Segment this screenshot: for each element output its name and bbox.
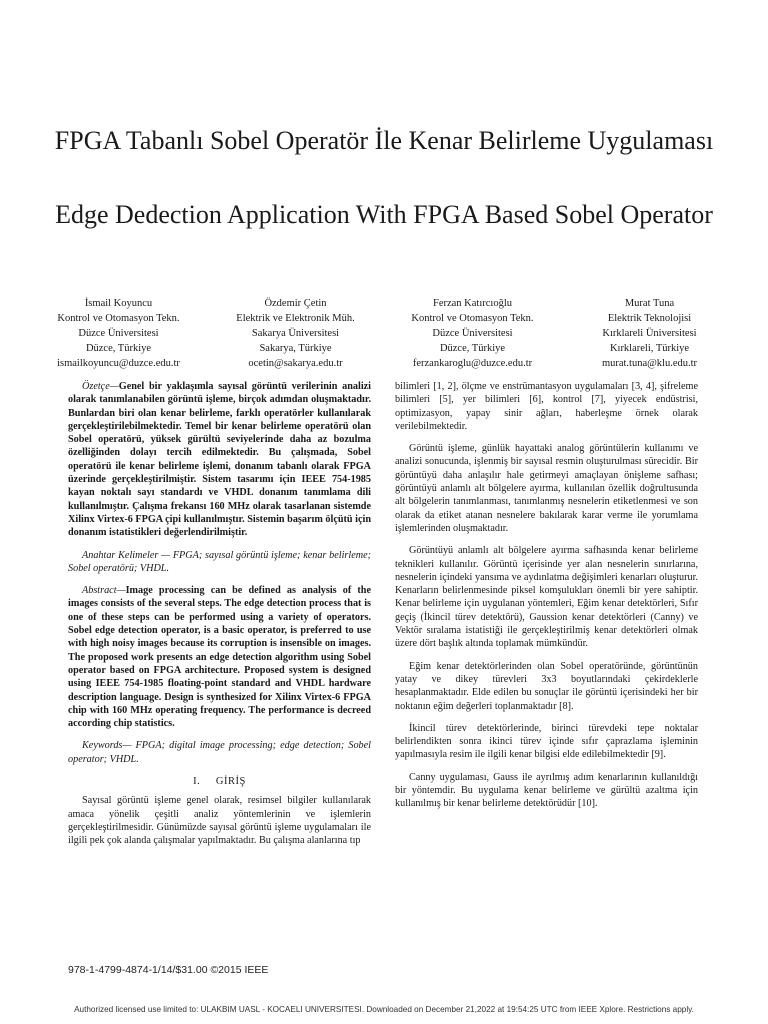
ozetce-lead: Özetçe— <box>82 381 119 392</box>
author-city: Düzce, Türkiye <box>85 343 152 354</box>
author-city: Kırklareli, Türkiye <box>609 343 690 354</box>
body-paragraph: bilimleri [1, 2], ölçme ve enstrümantasyon uygulamaları [3, 4], şifreleme bilimleri [5], yer bilimleri [6], kontrol [7], yiyecek endüstrisi, optimizasyon, yapay sinir ağları, haberleşme örnek olarak verilebilmektedir. <box>395 381 698 432</box>
author-dept: Elektrik Teknolojisi <box>607 313 692 324</box>
author-1 <box>30 296 207 371</box>
abstract-lead: Abstract— <box>82 585 126 597</box>
body-paragraph: İkincil türev detektörlerinde, birinci türevdeki tepe noktalar belirlendikten sonra ikinci türev içinde sıfır çaprazlama işleminin yapılmasıyla resim ile ilgili kenar bilgisi elde edilebilmektedir [9]. <box>395 722 698 761</box>
author-univ: Düzce Üniversitesi <box>78 328 159 339</box>
ozetce-text: Genel bir yaklaşımla sayısal görüntü verilerinin analizi olarak tanımlanabilen görüntü işleme, birçok adımdan oluşmaktadır. Bunlardan biri olan kenar belirleme, farklı operatörler kullanılarak gerçekleştirilebilmektedir. Temel bir kenar belirleme operatörü olan Sobel operatörü, yüksek gürültü seviyelerinde daha az bozulma özelliğinden dolayı tercih edilmektedir. Bu çalışmada, Sobel operatörü ile kenar belirleme işlemi, donanım tabanlı olarak FPGA üzerinde gerçekleştirilmiştir. Sistem tasarımı için IEEE 754-1985 kayan noktalı sayı standardı ve VHDL donanım tanımlama dili kullanılmıştır. Çalışma frekansı 160 MHz olarak tasarlanan sistemde Xilinx Virtex-6 FPGA çipi kullanılmıştır. Sistemin başarım ölçütü için donanım istatistikleri değerlendirilmiştir. <box>68 381 371 539</box>
intro-paragraph: Sayısal görüntü işleme genel olarak, resimsel bilgiler kullanılarak amaca yönelik çeşitli analiz yöntemlerinin ve işlemlerin gerçekleştirilmesidir. Günümüzde sayısal görüntü işleme uygulamaları ile ilgili pek çok alanda çalışmalar yapılmaktadır. Bu çalışma alanlarına tıp <box>68 795 371 847</box>
author-univ: Sakarya Üniversitesi <box>251 328 340 339</box>
abstract-paragraph <box>68 584 371 730</box>
body-paragraph: Eğim kenar detektörlerinden olan Sobel operatöründe, görüntünün yatay ve dikey türevleri 3x3 boyutlarındaki çekirdeklerle hesaplanmaktadır. Elde edilen bu sonuçlar ile görüntü içerisindeki her bir noktanın eğim değerleri toplanmaktadır [8]. <box>395 660 698 712</box>
author-4 <box>561 296 738 371</box>
body-paragraph: Canny uygulaması, Gauss ile ayrılmış adım kenarlarının kullanıldığı bir yöntemdir. Bu uygulama kenar belirleme ve gürültü azaltma için kullanılmış bir kenar belirleme detektörüdür [10]. <box>395 771 698 810</box>
author-email: ferzankaroglu@duzce.edu.tr <box>412 358 533 369</box>
anahtar-kelimeler: Anahtar Kelimeler — FPGA; sayısal görüntü işleme; kenar belirleme; Sobel operatörü; VHDL. <box>68 549 371 574</box>
author-dept: Kontrol ve Otomasyon Tekn. <box>57 313 180 324</box>
keywords-english: Keywords— FPGA; digital image processing; edge detection; Sobel operator; VHDL. <box>68 740 371 765</box>
copyright-line: 978-1-4799-4874-1/14/$31.00 ©2015 IEEE <box>68 964 269 976</box>
body-paragraph: Görüntü işleme, günlük hayattaki analog görüntülerin kullanımı ve analizi sonucunda, işlenmiş bir sayısal resmin oluşturulması sürecidir. Bir görüntüyü daha anlaşılır hale getirmeyi amaçlayan önişleme safhası; görüntüyü anlamlı alt bölgelere ayırma, kullanılan özellik doğrultusunda alt bölgelerin tanımlanması, tanımlanmış nesnelerin etiketlenmesi ve son olarak da etiket atanan nesnelere bakılarak karar verme ile yorumlama işlemlerinden oluşmaktadır. <box>395 443 698 534</box>
body-paragraph: Görüntüyü anlamlı alt bölgelere ayırma safhasında kenar belirleme teknikleri kullanılır. Görüntü içerisinde yer alan nesnelerin sınırlarına, nesnelerin içindeki yansıma ve aydınlatma değişimleri kenarları oluşturur. Kenarların belirlenmesinde piksel komşulukları önemli bir yere sahiptir. Kenar belirleme için uygulanan yöntemleri, Eğim kenar detektörleri, Sıfır geçiş (İkincil türev detektörü), Gaussion kenar detektörleri (Canny) ve Vektör sıralama istatistiği ile gerçekleştirilmiş kenar detektörleri olmak üzere dört başlık altında toplamak mümkündür. <box>395 545 698 650</box>
title-english: Edge Dedection Application With FPGA Based Sobel Operator <box>55 200 713 229</box>
section-number: I. <box>193 776 201 788</box>
section-title: GİRİŞ <box>215 776 246 788</box>
author-dept: Kontrol ve Otomasyon Tekn. <box>411 313 534 324</box>
author-name: Murat Tuna <box>624 298 675 309</box>
authors-block <box>30 296 738 371</box>
author-univ: Kırklareli Üniversitesi <box>602 328 697 339</box>
right-column <box>395 380 698 820</box>
left-column <box>68 380 371 857</box>
author-email: ismailkoyuncu@duzce.edu.tr <box>57 358 180 369</box>
author-3 <box>384 296 561 371</box>
section-heading-giris <box>68 775 371 788</box>
author-univ: Düzce Üniversitesi <box>432 328 513 339</box>
abstract-text: Image processing can be defined as analysis of the images consists of the several steps. The edge detection process that is one of these steps can be performed using a variety of operators. Sobel edge detection operator, is a basic operator, is preferred to use with high noisy images because its corruption is insensible on images. The proposed work presents an edge detection algorithm using Sobel operator based on FPGA architecture. Proposed system is designed using IEEE 754-1985 floating-point standard and VHDL hardware description language. Design is synthesized for Xilinx Virtex-6 FPGA chip with 160 MHz operating frequency. The performance is decreed according chip statistics. <box>68 585 371 730</box>
author-name: İsmail Koyuncu <box>84 298 153 309</box>
author-2 <box>207 296 384 371</box>
ozetce-paragraph <box>68 380 371 540</box>
license-footer: Authorized licensed use limited to: ULAKBIM UASL - KOCAELI UNIVERSITESI. Downloaded on December 21,2022 at 19:54:25 UTC from IEEE Xplore. Restrictions apply. <box>74 1005 694 1014</box>
author-name: Özdemir Çetin <box>264 298 327 309</box>
author-dept: Elektrik ve Elektronik Müh. <box>236 313 355 324</box>
author-city: Sakarya, Türkiye <box>259 343 332 354</box>
title-turkish: FPGA Tabanlı Sobel Operatör İle Kenar Belirleme Uygulaması <box>54 126 714 155</box>
author-email: murat.tuna@klu.edu.tr <box>601 358 698 369</box>
author-city: Düzce, Türkiye <box>439 343 506 354</box>
author-name: Ferzan Katırcıoğlu <box>432 298 512 309</box>
author-email: ocetin@sakarya.edu.tr <box>248 358 343 369</box>
